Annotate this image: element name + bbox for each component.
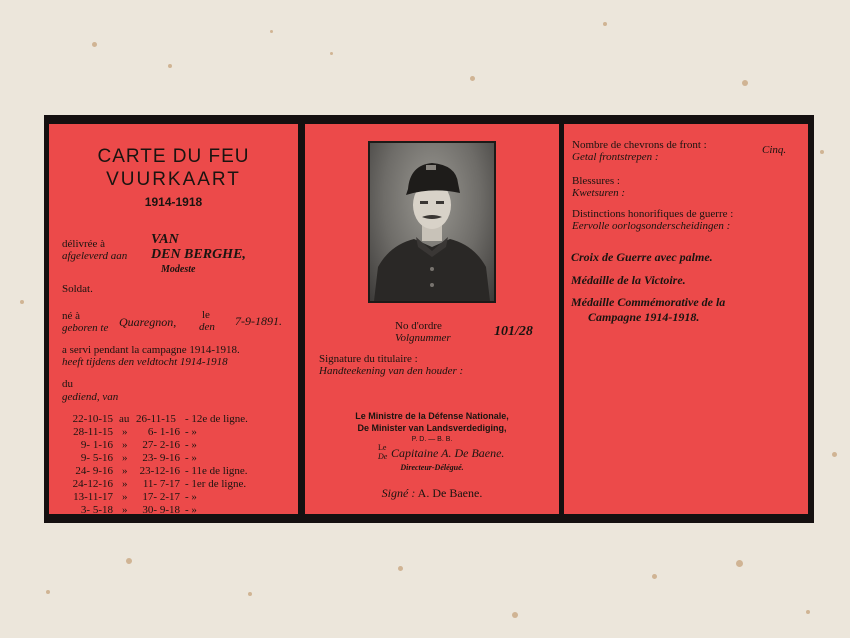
paper-speck (270, 30, 273, 33)
card-left-panel: CARTE DU FEU VUURKAART 1914-1918 délivrée à afgeleverd aan VAN DEN BERGHE, Modeste Soldat. né à geboren te Quaregnon, le den 7-9-1891. a servi pendant la campagne 1914-1918. heeft tijdens den veldtocht 1914-1918 du gediend, van 22-10-15 au 26-11-15 - 12e de ligne. 28-11-15 » 6- 1-16 - » 9- 1-16 » 27- 2-16 - » 9- 5-16 » 23- 9-16 - » 24- 9-16 » 23-12-16 - 11e de ligne. 24-12-16 » 11- 7-17 - 1er de ligne. 13-11-17 » 17- 2-17 - » 3- 5-18 » 30- 9-18 - » (49, 124, 298, 514)
paper-speck (832, 452, 837, 457)
order-label-nl: Volgnummer (395, 332, 451, 344)
paper-speck (248, 592, 252, 596)
award-croix-de-guerre: Croix de Guerre avec palme. (571, 250, 713, 264)
le-label: le (202, 309, 210, 321)
signature-label-fr: Signature du titulaire : (319, 353, 418, 365)
director-title: Directeur-Délégué. (400, 463, 464, 472)
gediend-label: gediend, van (62, 391, 119, 403)
paper-speck (742, 80, 748, 86)
signature-label-nl: Handteekening van den houder : (319, 365, 464, 377)
card-middle-panel (305, 124, 559, 514)
minister-title-fr: Le Ministre de la Défense Nationale, (355, 411, 509, 421)
paper-speck (168, 64, 172, 68)
first-name: Modeste (161, 264, 196, 275)
wounds-label-fr: Blessures : (572, 175, 620, 187)
de-small: De (378, 452, 388, 461)
den-label: den (199, 321, 215, 333)
signed-line (305, 487, 559, 499)
award-medaille-victoire: Médaille de la Victoire. (571, 273, 686, 287)
paper-speck (603, 22, 607, 26)
paper-speck (820, 150, 824, 154)
card-title-fr: CARTE DU FEU (97, 146, 250, 167)
delivered-label-nl: afgeleverd aan (62, 250, 128, 262)
served-text-nl: heeft tijdens den veldtocht 1914-1918 (62, 356, 228, 368)
birthplace: Quaregnon, (119, 315, 177, 329)
award-commemorative-line2: Campagne 1914-1918. (588, 310, 700, 324)
surname-line1: VAN (151, 232, 179, 247)
soldier-portrait-icon (370, 143, 494, 301)
card-right-panel (564, 124, 808, 514)
award-commemorative-line1: Médaille Commémorative de la (571, 295, 726, 309)
minister-title-nl: De Minister van Landsverdediging, (357, 423, 507, 433)
paper-speck (92, 42, 97, 47)
honors-label-nl: Eervolle oorlogsonderscheidingen : (572, 220, 731, 232)
card-title-nl: VUURKAART (106, 169, 241, 190)
surname-line2: DEN BERGHE, (151, 247, 246, 262)
paper-speck (20, 300, 24, 304)
paper-speck (46, 590, 50, 594)
paper-speck (126, 558, 132, 564)
captain-name: Capitaine A. De Baene. (391, 446, 505, 460)
rank: Soldat. (62, 283, 93, 295)
paper-speck (470, 76, 475, 81)
du-label: du (62, 378, 73, 390)
birth-date: 7-9-1891. (235, 314, 282, 328)
paper-speck (736, 560, 743, 567)
pd-bb-line: P. D. — B. B. (411, 436, 453, 443)
born-label-nl: geboren te (62, 322, 109, 334)
paper-speck (512, 612, 518, 618)
honors-label-fr: Distinctions honorifiques de guerre : (572, 208, 734, 220)
served-text-fr: a servi pendant la campagne 1914-1918. (62, 344, 240, 356)
chevrons-label-fr: Nombre de chevrons de front : (572, 139, 707, 151)
signed-label: Signé : (381, 486, 416, 500)
paper-speck (398, 566, 403, 571)
order-number: 101/28 (494, 324, 533, 339)
order-label-fr: No d'ordre (395, 320, 442, 332)
born-label-fr: né à (62, 310, 81, 322)
paper-speck (806, 610, 810, 614)
fire-card (44, 115, 814, 523)
soldier-photo (368, 141, 496, 303)
signed-name: A. De Baene. (417, 486, 483, 500)
card-years: 1914-1918 (144, 195, 203, 209)
paper-speck (330, 52, 333, 55)
delivered-label-fr: délivrée à (62, 238, 106, 250)
chevrons-value: Cinq. (762, 144, 787, 156)
wounds-label-nl: Kwetsuren : (572, 187, 626, 199)
chevrons-label-nl: Getal frontstrepen : (572, 151, 659, 163)
paper-speck (652, 574, 657, 579)
le-small: Le (378, 443, 387, 452)
